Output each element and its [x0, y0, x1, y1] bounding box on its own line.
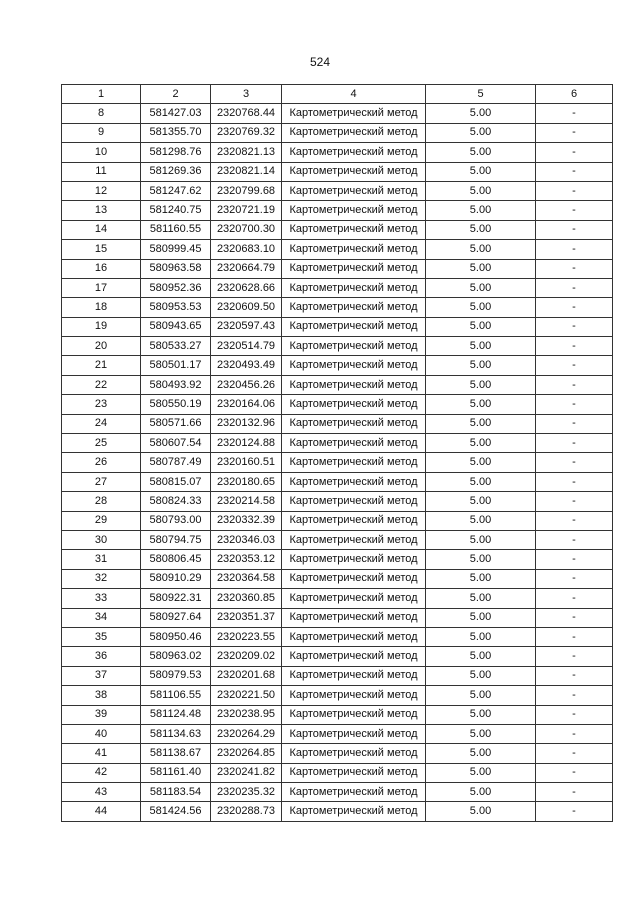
point-number-cell: 15 [62, 240, 141, 259]
accuracy-cell: 5.00 [426, 259, 536, 278]
y-coordinate-cell: 2320209.02 [211, 647, 282, 666]
method-cell: Картометрический метод [282, 143, 426, 162]
method-cell: Картометрический метод [282, 414, 426, 433]
point-number-cell: 33 [62, 589, 141, 608]
point-number-cell: 8 [62, 104, 141, 123]
note-cell: - [536, 298, 613, 317]
point-number-cell: 21 [62, 356, 141, 375]
table-row [62, 686, 613, 705]
y-coordinate-cell: 2320332.39 [211, 511, 282, 530]
method-cell: Картометрический метод [282, 472, 426, 491]
note-cell: - [536, 143, 613, 162]
accuracy-cell: 5.00 [426, 143, 536, 162]
y-coordinate-cell: 2320721.19 [211, 201, 282, 220]
method-cell: Картометрический метод [282, 453, 426, 472]
x-coordinate-cell: 580950.46 [141, 627, 211, 646]
y-coordinate-cell: 2320346.03 [211, 530, 282, 549]
y-coordinate-cell: 2320493.49 [211, 356, 282, 375]
point-number-cell: 44 [62, 802, 141, 821]
accuracy-cell: 5.00 [426, 530, 536, 549]
table-row [62, 298, 613, 317]
x-coordinate-cell: 581183.54 [141, 783, 211, 802]
table-row [62, 317, 613, 336]
table-row [62, 569, 613, 588]
method-cell: Картометрический метод [282, 104, 426, 123]
note-cell: - [536, 356, 613, 375]
x-coordinate-cell: 581124.48 [141, 705, 211, 724]
point-number-cell: 16 [62, 259, 141, 278]
x-coordinate-cell: 580533.27 [141, 337, 211, 356]
method-cell: Картометрический метод [282, 162, 426, 181]
table-row [62, 724, 613, 743]
y-coordinate-cell: 2320609.50 [211, 298, 282, 317]
x-coordinate-cell: 581247.62 [141, 181, 211, 200]
note-cell: - [536, 434, 613, 453]
table-row [62, 162, 613, 181]
column-header-1: 1 [62, 85, 141, 104]
method-cell: Картометрический метод [282, 395, 426, 414]
accuracy-cell: 5.00 [426, 104, 536, 123]
table-row [62, 802, 613, 821]
note-cell: - [536, 104, 613, 123]
x-coordinate-cell: 580550.19 [141, 395, 211, 414]
x-coordinate-cell: 581298.76 [141, 143, 211, 162]
point-number-cell: 18 [62, 298, 141, 317]
method-cell: Картометрический метод [282, 123, 426, 142]
table-row [62, 123, 613, 142]
table-row [62, 337, 613, 356]
table-row [62, 143, 613, 162]
y-coordinate-cell: 2320124.88 [211, 434, 282, 453]
column-header-5: 5 [426, 85, 536, 104]
point-number-cell: 40 [62, 724, 141, 743]
point-number-cell: 31 [62, 550, 141, 569]
note-cell: - [536, 162, 613, 181]
note-cell: - [536, 220, 613, 239]
accuracy-cell: 5.00 [426, 240, 536, 259]
method-cell: Картометрический метод [282, 530, 426, 549]
x-coordinate-cell: 580787.49 [141, 453, 211, 472]
y-coordinate-cell: 2320264.85 [211, 744, 282, 763]
method-cell: Картометрический метод [282, 278, 426, 297]
method-cell: Картометрический метод [282, 569, 426, 588]
x-coordinate-cell: 580806.45 [141, 550, 211, 569]
table-row [62, 608, 613, 627]
table-row [62, 434, 613, 453]
y-coordinate-cell: 2320821.13 [211, 143, 282, 162]
note-cell: - [536, 724, 613, 743]
x-coordinate-cell: 580501.17 [141, 356, 211, 375]
note-cell: - [536, 337, 613, 356]
note-cell: - [536, 511, 613, 530]
y-coordinate-cell: 2320238.95 [211, 705, 282, 724]
accuracy-cell: 5.00 [426, 337, 536, 356]
method-cell: Картометрический метод [282, 666, 426, 685]
table-row [62, 744, 613, 763]
accuracy-cell: 5.00 [426, 375, 536, 394]
accuracy-cell: 5.00 [426, 492, 536, 511]
x-coordinate-cell: 580999.45 [141, 240, 211, 259]
accuracy-cell: 5.00 [426, 278, 536, 297]
note-cell: - [536, 123, 613, 142]
method-cell: Картометрический метод [282, 763, 426, 782]
column-header-3: 3 [211, 85, 282, 104]
note-cell: - [536, 492, 613, 511]
x-coordinate-cell: 580824.33 [141, 492, 211, 511]
x-coordinate-cell: 581161.40 [141, 763, 211, 782]
note-cell: - [536, 395, 613, 414]
table-row [62, 550, 613, 569]
table-row [62, 104, 613, 123]
accuracy-cell: 5.00 [426, 395, 536, 414]
x-coordinate-cell: 581134.63 [141, 724, 211, 743]
table-row [62, 259, 613, 278]
y-coordinate-cell: 2320456.26 [211, 375, 282, 394]
accuracy-cell: 5.00 [426, 317, 536, 336]
accuracy-cell: 5.00 [426, 453, 536, 472]
point-number-cell: 22 [62, 375, 141, 394]
accuracy-cell: 5.00 [426, 298, 536, 317]
method-cell: Картометрический метод [282, 686, 426, 705]
y-coordinate-cell: 2320360.85 [211, 589, 282, 608]
table-row [62, 181, 613, 200]
table-row [62, 375, 613, 394]
point-number-cell: 11 [62, 162, 141, 181]
x-coordinate-cell: 580952.36 [141, 278, 211, 297]
point-number-cell: 19 [62, 317, 141, 336]
note-cell: - [536, 278, 613, 297]
method-cell: Картометрический метод [282, 240, 426, 259]
point-number-cell: 10 [62, 143, 141, 162]
point-number-cell: 38 [62, 686, 141, 705]
x-coordinate-cell: 581240.75 [141, 201, 211, 220]
point-number-cell: 13 [62, 201, 141, 220]
note-cell: - [536, 240, 613, 259]
accuracy-cell: 5.00 [426, 123, 536, 142]
note-cell: - [536, 666, 613, 685]
table-row [62, 589, 613, 608]
note-cell: - [536, 627, 613, 646]
column-header-6: 6 [536, 85, 613, 104]
table-row [62, 453, 613, 472]
method-cell: Картометрический метод [282, 201, 426, 220]
x-coordinate-cell: 580794.75 [141, 530, 211, 549]
accuracy-cell: 5.00 [426, 666, 536, 685]
x-coordinate-cell: 580571.66 [141, 414, 211, 433]
y-coordinate-cell: 2320353.12 [211, 550, 282, 569]
x-coordinate-cell: 580607.54 [141, 434, 211, 453]
x-coordinate-cell: 581269.36 [141, 162, 211, 181]
table-row [62, 278, 613, 297]
accuracy-cell: 5.00 [426, 569, 536, 588]
y-coordinate-cell: 2320235.32 [211, 783, 282, 802]
note-cell: - [536, 608, 613, 627]
accuracy-cell: 5.00 [426, 220, 536, 239]
table-row [62, 627, 613, 646]
point-number-cell: 29 [62, 511, 141, 530]
note-cell: - [536, 453, 613, 472]
table-row [62, 783, 613, 802]
y-coordinate-cell: 2320799.68 [211, 181, 282, 200]
point-number-cell: 34 [62, 608, 141, 627]
note-cell: - [536, 802, 613, 821]
method-cell: Картометрический метод [282, 802, 426, 821]
method-cell: Картометрический метод [282, 627, 426, 646]
y-coordinate-cell: 2320241.82 [211, 763, 282, 782]
accuracy-cell: 5.00 [426, 414, 536, 433]
accuracy-cell: 5.00 [426, 162, 536, 181]
accuracy-cell: 5.00 [426, 434, 536, 453]
point-number-cell: 30 [62, 530, 141, 549]
note-cell: - [536, 317, 613, 336]
accuracy-cell: 5.00 [426, 744, 536, 763]
note-cell: - [536, 472, 613, 491]
point-number-cell: 35 [62, 627, 141, 646]
x-coordinate-cell: 581424.56 [141, 802, 211, 821]
x-coordinate-cell: 581106.55 [141, 686, 211, 705]
y-coordinate-cell: 2320164.06 [211, 395, 282, 414]
x-coordinate-cell: 580953.53 [141, 298, 211, 317]
accuracy-cell: 5.00 [426, 724, 536, 743]
x-coordinate-cell: 580979.53 [141, 666, 211, 685]
y-coordinate-cell: 2320700.30 [211, 220, 282, 239]
method-cell: Картометрический метод [282, 298, 426, 317]
accuracy-cell: 5.00 [426, 550, 536, 569]
y-coordinate-cell: 2320768.44 [211, 104, 282, 123]
point-number-cell: 23 [62, 395, 141, 414]
method-cell: Картометрический метод [282, 705, 426, 724]
method-cell: Картометрический метод [282, 375, 426, 394]
table-row [62, 414, 613, 433]
method-cell: Картометрический метод [282, 744, 426, 763]
point-number-cell: 32 [62, 569, 141, 588]
y-coordinate-cell: 2320514.79 [211, 337, 282, 356]
table-row [62, 705, 613, 724]
point-number-cell: 36 [62, 647, 141, 666]
x-coordinate-cell: 580493.92 [141, 375, 211, 394]
x-coordinate-cell: 581160.55 [141, 220, 211, 239]
point-number-cell: 17 [62, 278, 141, 297]
table-row [62, 647, 613, 666]
method-cell: Картометрический метод [282, 434, 426, 453]
note-cell: - [536, 589, 613, 608]
method-cell: Картометрический метод [282, 181, 426, 200]
accuracy-cell: 5.00 [426, 608, 536, 627]
point-number-cell: 27 [62, 472, 141, 491]
y-coordinate-cell: 2320180.65 [211, 472, 282, 491]
table-row [62, 511, 613, 530]
method-cell: Картометрический метод [282, 511, 426, 530]
method-cell: Картометрический метод [282, 337, 426, 356]
point-number-cell: 12 [62, 181, 141, 200]
y-coordinate-cell: 2320201.68 [211, 666, 282, 685]
accuracy-cell: 5.00 [426, 627, 536, 646]
note-cell: - [536, 530, 613, 549]
method-cell: Картометрический метод [282, 220, 426, 239]
accuracy-cell: 5.00 [426, 511, 536, 530]
note-cell: - [536, 375, 613, 394]
note-cell: - [536, 550, 613, 569]
accuracy-cell: 5.00 [426, 763, 536, 782]
accuracy-cell: 5.00 [426, 647, 536, 666]
method-cell: Картометрический метод [282, 647, 426, 666]
y-coordinate-cell: 2320288.73 [211, 802, 282, 821]
y-coordinate-cell: 2320821.14 [211, 162, 282, 181]
point-number-cell: 28 [62, 492, 141, 511]
y-coordinate-cell: 2320351.37 [211, 608, 282, 627]
page-number: 524 [309, 55, 331, 69]
point-number-cell: 37 [62, 666, 141, 685]
accuracy-cell: 5.00 [426, 181, 536, 200]
y-coordinate-cell: 2320364.58 [211, 569, 282, 588]
table-row [62, 201, 613, 220]
point-number-cell: 43 [62, 783, 141, 802]
column-header-2: 2 [141, 85, 211, 104]
method-cell: Картометрический метод [282, 783, 426, 802]
x-coordinate-cell: 580922.31 [141, 589, 211, 608]
point-number-cell: 20 [62, 337, 141, 356]
header-row [62, 85, 613, 104]
y-coordinate-cell: 2320223.55 [211, 627, 282, 646]
note-cell: - [536, 201, 613, 220]
note-cell: - [536, 744, 613, 763]
note-cell: - [536, 181, 613, 200]
y-coordinate-cell: 2320628.66 [211, 278, 282, 297]
note-cell: - [536, 705, 613, 724]
column-header-4: 4 [282, 85, 426, 104]
x-coordinate-cell: 580943.65 [141, 317, 211, 336]
note-cell: - [536, 259, 613, 278]
x-coordinate-cell: 580963.58 [141, 259, 211, 278]
y-coordinate-cell: 2320221.50 [211, 686, 282, 705]
table-row [62, 763, 613, 782]
y-coordinate-cell: 2320132.96 [211, 414, 282, 433]
y-coordinate-cell: 2320264.29 [211, 724, 282, 743]
note-cell: - [536, 686, 613, 705]
method-cell: Картометрический метод [282, 356, 426, 375]
accuracy-cell: 5.00 [426, 201, 536, 220]
y-coordinate-cell: 2320683.10 [211, 240, 282, 259]
point-number-cell: 41 [62, 744, 141, 763]
y-coordinate-cell: 2320597.43 [211, 317, 282, 336]
method-cell: Картометрический метод [282, 492, 426, 511]
accuracy-cell: 5.00 [426, 783, 536, 802]
table-row [62, 492, 613, 511]
table-row [62, 220, 613, 239]
note-cell: - [536, 647, 613, 666]
y-coordinate-cell: 2320664.79 [211, 259, 282, 278]
point-number-cell: 14 [62, 220, 141, 239]
coordinates-table [61, 84, 613, 822]
accuracy-cell: 5.00 [426, 589, 536, 608]
table-row [62, 666, 613, 685]
note-cell: - [536, 414, 613, 433]
point-number-cell: 25 [62, 434, 141, 453]
method-cell: Картометрический метод [282, 259, 426, 278]
table-row [62, 240, 613, 259]
x-coordinate-cell: 581427.03 [141, 104, 211, 123]
x-coordinate-cell: 580963.02 [141, 647, 211, 666]
table-row [62, 530, 613, 549]
accuracy-cell: 5.00 [426, 472, 536, 491]
table-body [62, 104, 613, 821]
point-number-cell: 42 [62, 763, 141, 782]
method-cell: Картометрический метод [282, 608, 426, 627]
y-coordinate-cell: 2320769.32 [211, 123, 282, 142]
point-number-cell: 39 [62, 705, 141, 724]
table-row [62, 472, 613, 491]
accuracy-cell: 5.00 [426, 705, 536, 724]
point-number-cell: 24 [62, 414, 141, 433]
accuracy-cell: 5.00 [426, 686, 536, 705]
note-cell: - [536, 763, 613, 782]
y-coordinate-cell: 2320214.58 [211, 492, 282, 511]
accuracy-cell: 5.00 [426, 802, 536, 821]
accuracy-cell: 5.00 [426, 356, 536, 375]
x-coordinate-cell: 580910.29 [141, 569, 211, 588]
x-coordinate-cell: 581355.70 [141, 123, 211, 142]
x-coordinate-cell: 580927.64 [141, 608, 211, 627]
x-coordinate-cell: 580793.00 [141, 511, 211, 530]
point-number-cell: 9 [62, 123, 141, 142]
table-row [62, 356, 613, 375]
x-coordinate-cell: 580815.07 [141, 472, 211, 491]
method-cell: Картометрический метод [282, 724, 426, 743]
table-header [62, 85, 613, 104]
note-cell: - [536, 569, 613, 588]
method-cell: Картометрический метод [282, 589, 426, 608]
y-coordinate-cell: 2320160.51 [211, 453, 282, 472]
point-number-cell: 26 [62, 453, 141, 472]
method-cell: Картометрический метод [282, 550, 426, 569]
x-coordinate-cell: 581138.67 [141, 744, 211, 763]
note-cell: - [536, 783, 613, 802]
table-row [62, 395, 613, 414]
method-cell: Картометрический метод [282, 317, 426, 336]
